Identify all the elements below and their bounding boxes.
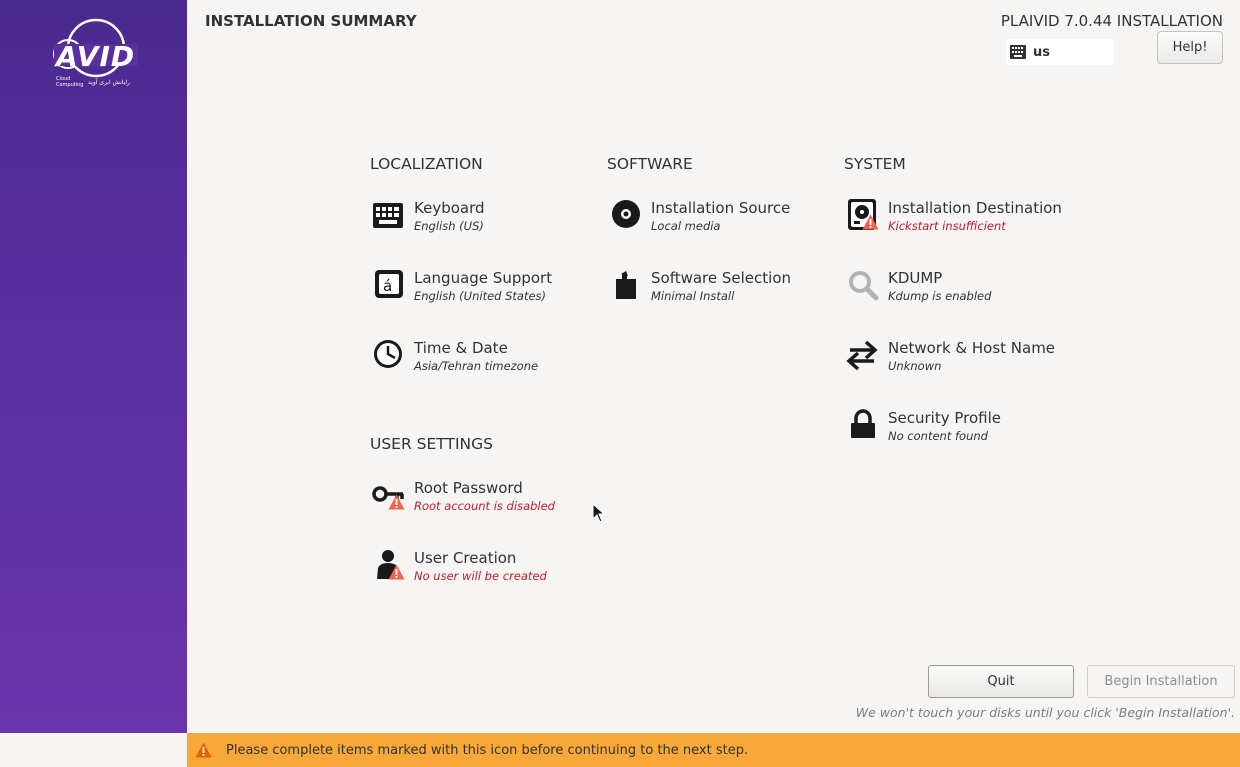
spoke-root-password[interactable] xyxy=(370,479,600,529)
spoke-software-selection-title: Software Selection xyxy=(651,269,792,287)
spoke-root-password-title: Root Password xyxy=(414,479,523,497)
spoke-security-status: No content found xyxy=(888,429,988,443)
spoke-security-title: Security Profile xyxy=(888,409,1002,427)
svg-text:AVID: AVID xyxy=(56,40,136,73)
clock-icon xyxy=(370,339,406,375)
spoke-installation-source[interactable] xyxy=(607,199,837,249)
spoke-user-creation[interactable] xyxy=(370,549,600,599)
avid-logo xyxy=(46,14,142,94)
spoke-time-title: Time & Date xyxy=(414,339,508,357)
disc-icon xyxy=(607,199,643,235)
help-button[interactable]: Help! xyxy=(1157,31,1223,64)
svg-text:á: á xyxy=(383,277,393,295)
sidebar xyxy=(0,0,187,733)
page-title: INSTALLATION SUMMARY xyxy=(205,12,417,30)
spoke-network-host[interactable] xyxy=(844,339,1074,389)
section-system: SYSTEM xyxy=(844,155,906,173)
keyboard-small-icon xyxy=(1010,45,1026,59)
keyboard-layout-label: us xyxy=(1033,44,1050,60)
spoke-language-status: English (United States) xyxy=(414,289,547,303)
spoke-kdump-status: Kdump is enabled xyxy=(888,289,992,303)
spoke-install-destination-status: Kickstart insufficient xyxy=(888,219,1006,233)
spoke-software-selection[interactable] xyxy=(607,269,837,319)
spoke-install-destination-title: Installation Destination xyxy=(888,199,1062,217)
magnifier-icon xyxy=(844,269,880,305)
begin-installation-button[interactable]: Begin Installation xyxy=(1087,665,1235,698)
section-user-settings: USER SETTINGS xyxy=(370,435,493,453)
network-arrows-icon xyxy=(844,339,880,375)
spoke-installation-destination[interactable] xyxy=(844,199,1074,249)
spoke-network-status: Unknown xyxy=(888,359,942,373)
warning-bar xyxy=(187,733,1240,767)
keyboard-layout-indicator[interactable] xyxy=(1006,39,1114,65)
spoke-network-title: Network & Host Name xyxy=(888,339,1056,357)
disk-note: We won't touch your disks until you click 'Begin Installation'. xyxy=(855,705,1235,720)
spoke-security-profile[interactable] xyxy=(844,409,1074,459)
spoke-time-status: Asia/Tehran timezone xyxy=(414,359,539,373)
spoke-user-creation-status: No user will be created xyxy=(414,569,547,583)
warning-icon xyxy=(388,564,405,580)
spoke-language-support[interactable] xyxy=(370,269,600,319)
spoke-keyboard-status: English (US) xyxy=(414,219,484,233)
spoke-keyboard-title: Keyboard xyxy=(414,199,485,217)
section-software: SOFTWARE xyxy=(607,155,693,173)
section-localization: LOCALIZATION xyxy=(370,155,483,173)
spoke-kdump[interactable] xyxy=(844,269,1074,319)
spoke-keyboard[interactable] xyxy=(370,199,600,249)
product-title: PLAIVID 7.0.44 INSTALLATION xyxy=(1000,12,1223,30)
quit-button[interactable]: Quit xyxy=(928,665,1074,698)
spoke-software-selection-status: Minimal Install xyxy=(651,289,735,303)
spoke-user-creation-title: User Creation xyxy=(414,549,517,567)
spoke-install-source-status: Local media xyxy=(651,219,721,233)
svg-text:رایانش ابری آوید: رایانش ابری آوید xyxy=(88,79,130,86)
warning-icon xyxy=(862,214,879,230)
mouse-cursor-icon xyxy=(592,503,606,523)
spoke-language-title: Language Support xyxy=(414,269,553,287)
keyboard-icon xyxy=(370,199,406,235)
svg-text:Computing: Computing xyxy=(56,82,84,88)
package-icon xyxy=(607,269,643,305)
spoke-kdump-title: KDUMP xyxy=(888,269,943,287)
svg-text:Cloud: Cloud xyxy=(56,76,71,82)
warning-icon xyxy=(195,742,212,758)
lock-icon xyxy=(844,409,880,445)
warning-icon xyxy=(388,494,405,510)
spoke-time-date[interactable] xyxy=(370,339,600,389)
warning-bar-message: Please complete items marked with this icon before continuing to the next step. xyxy=(226,742,749,758)
language-icon xyxy=(370,269,406,305)
spoke-root-password-status: Root account is disabled xyxy=(414,499,555,513)
spoke-install-source-title: Installation Source xyxy=(651,199,791,217)
